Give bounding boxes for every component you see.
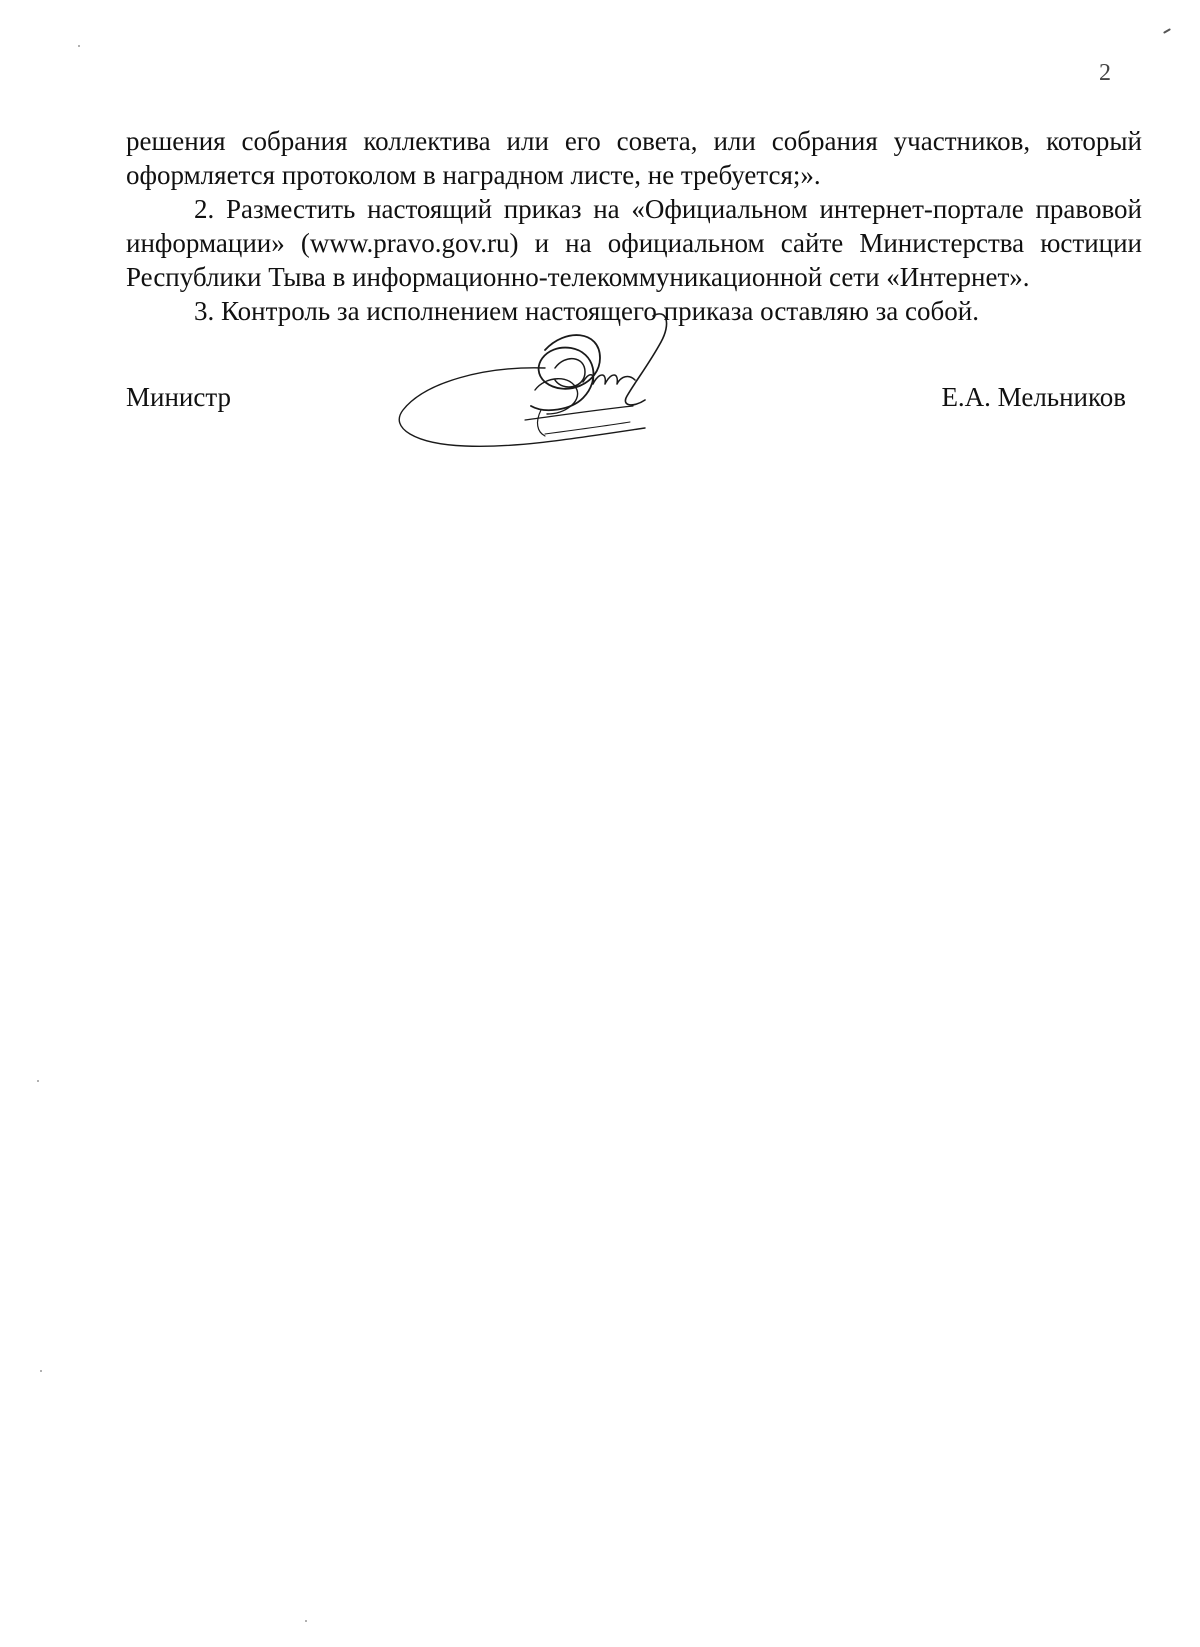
scan-mark bbox=[1163, 28, 1171, 34]
paragraph-item-2: 2. Разместить настоящий приказ на «Официальном интернет-портале правовой информации» (www.pravo.gov.ru) и на официальном сайте Министерства юстиции Республики Тыва в информационно-телекоммуникационной сети «Интернет». bbox=[126, 194, 1142, 292]
paragraph-continuation: решения собрания коллектива или его совета, или собрания участников, который оформляется протоколом в наградном листе, не требуется;». bbox=[126, 126, 1142, 190]
document-body bbox=[126, 124, 1142, 328]
signatory-name: Е.А. Мельников bbox=[941, 382, 1126, 412]
handwritten-signature bbox=[395, 310, 715, 470]
signatory-position: Министр bbox=[126, 382, 231, 412]
scan-speck bbox=[40, 1370, 42, 1372]
scan-speck bbox=[37, 1080, 39, 1082]
scan-speck bbox=[78, 45, 80, 47]
page-number: 2 bbox=[1099, 60, 1111, 86]
paragraph-item-3: 3. Контроль за исполнением настоящего приказа оставляю за собой. bbox=[194, 296, 979, 326]
scan-speck bbox=[305, 1620, 307, 1622]
